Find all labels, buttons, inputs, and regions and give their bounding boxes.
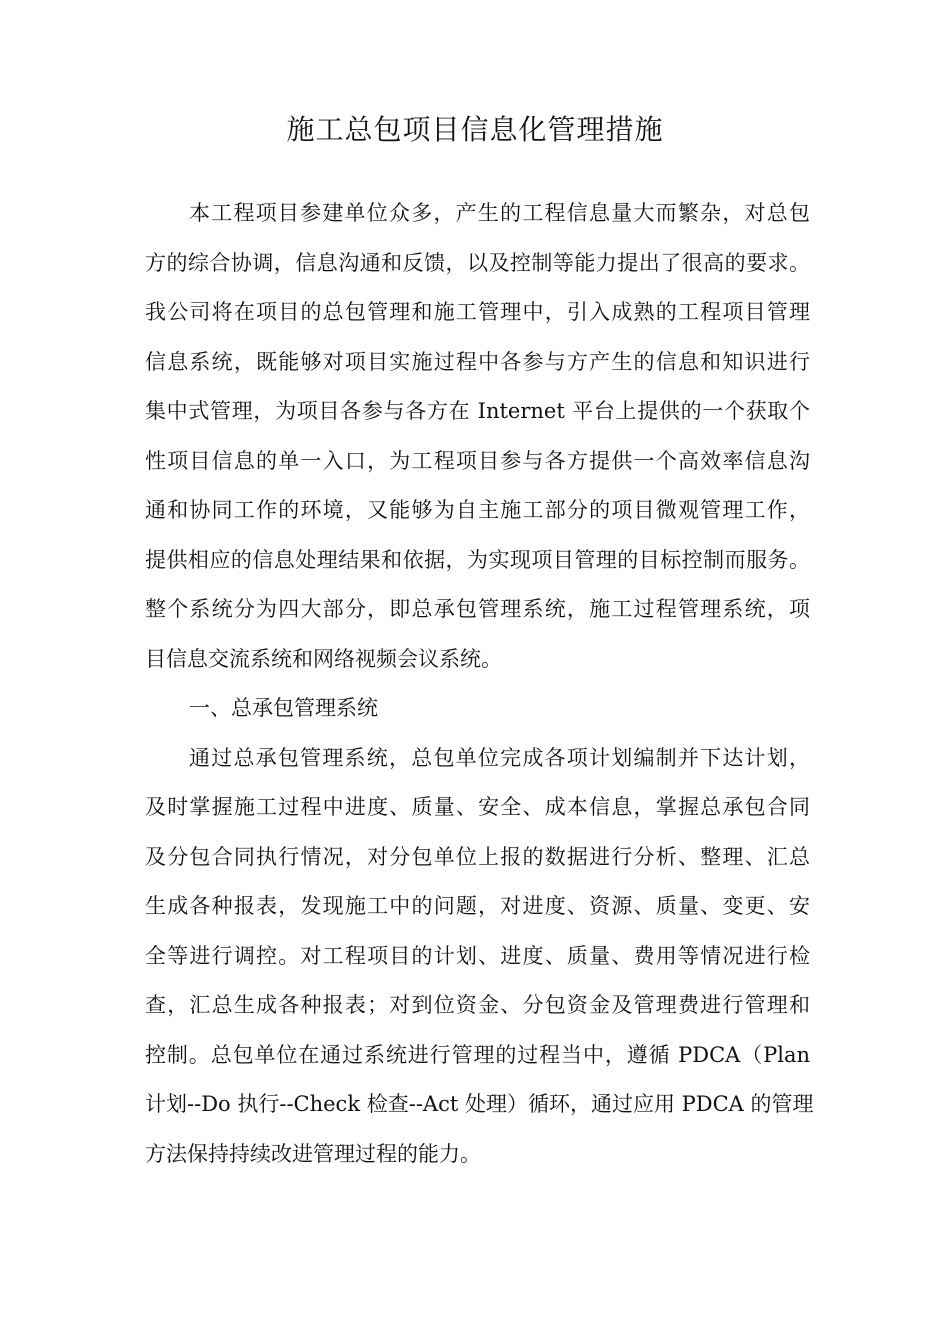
paragraph-line: 控制。总包单位在通过系统进行管理的过程当中，遵循 PDCA（Plan	[145, 1042, 810, 1067]
paragraph-line: 集中式管理，为项目各参与各方在 Internet 平台上提供的一个获取个	[145, 399, 810, 423]
paragraph-line: 及时掌握施工过程中进度、质量、安全、成本信息，掌握总承包合同	[145, 795, 810, 819]
section-heading: 一、总承包管理系统	[189, 696, 378, 720]
paragraph-line: 提供相应的信息处理结果和依据，为实现项目管理的目标控制而服务。	[145, 547, 810, 572]
paragraph-line: 本工程项目参建单位众多，产生的工程信息量大而繁杂，对总包	[189, 201, 810, 225]
paragraph-line: 计划--Do 执行--Check 检查--Act 处理）循环，通过应用 PDCA 的管理	[145, 1092, 814, 1116]
paragraph-line: 性项目信息的单一入口，为工程项目参与各方提供一个高效率信息沟	[145, 448, 810, 473]
paragraph-line: 方的综合协调，信息沟通和反馈，以及控制等能力提出了很高的要求。	[145, 250, 810, 275]
paragraph-line: 通和协同工作的环境，又能够为自主施工部分的项目微观管理工作，	[145, 498, 810, 522]
paragraph-line: 查，汇总生成各种报表；对到位资金、分包资金及管理费进行管理和	[145, 993, 810, 1017]
paragraph-line: 生成各种报表，发现施工中的问题，对进度、资源、质量、变更、安	[145, 894, 810, 918]
paragraph-line: 信息系统，既能够对项目实施过程中各参与方产生的信息和知识进行	[145, 349, 810, 374]
paragraph-line: 方法保持持续改进管理过程的能力。	[145, 1141, 481, 1166]
document-body	[145, 192, 814, 1182]
document-title: 施工总包项目信息化管理措施	[286, 113, 664, 146]
paragraph-line: 全等进行调控。对工程项目的计划、进度、质量、费用等情况进行检	[145, 943, 810, 968]
paragraph-line: 目信息交流系统和网络视频会议系统。	[145, 646, 502, 671]
paragraph-line: 我公司将在项目的总包管理和施工管理中，引入成熟的工程项目管理	[145, 300, 810, 324]
paragraph-line: 通过总承包管理系统，总包单位完成各项计划编制并下达计划，	[189, 745, 810, 770]
paragraph-line: 及分包合同执行情况，对分包单位上报的数据进行分析、整理、汇总	[145, 844, 810, 869]
paragraph-line: 整个系统分为四大部分，即总承包管理系统，施工过程管理系统，项	[145, 597, 810, 621]
